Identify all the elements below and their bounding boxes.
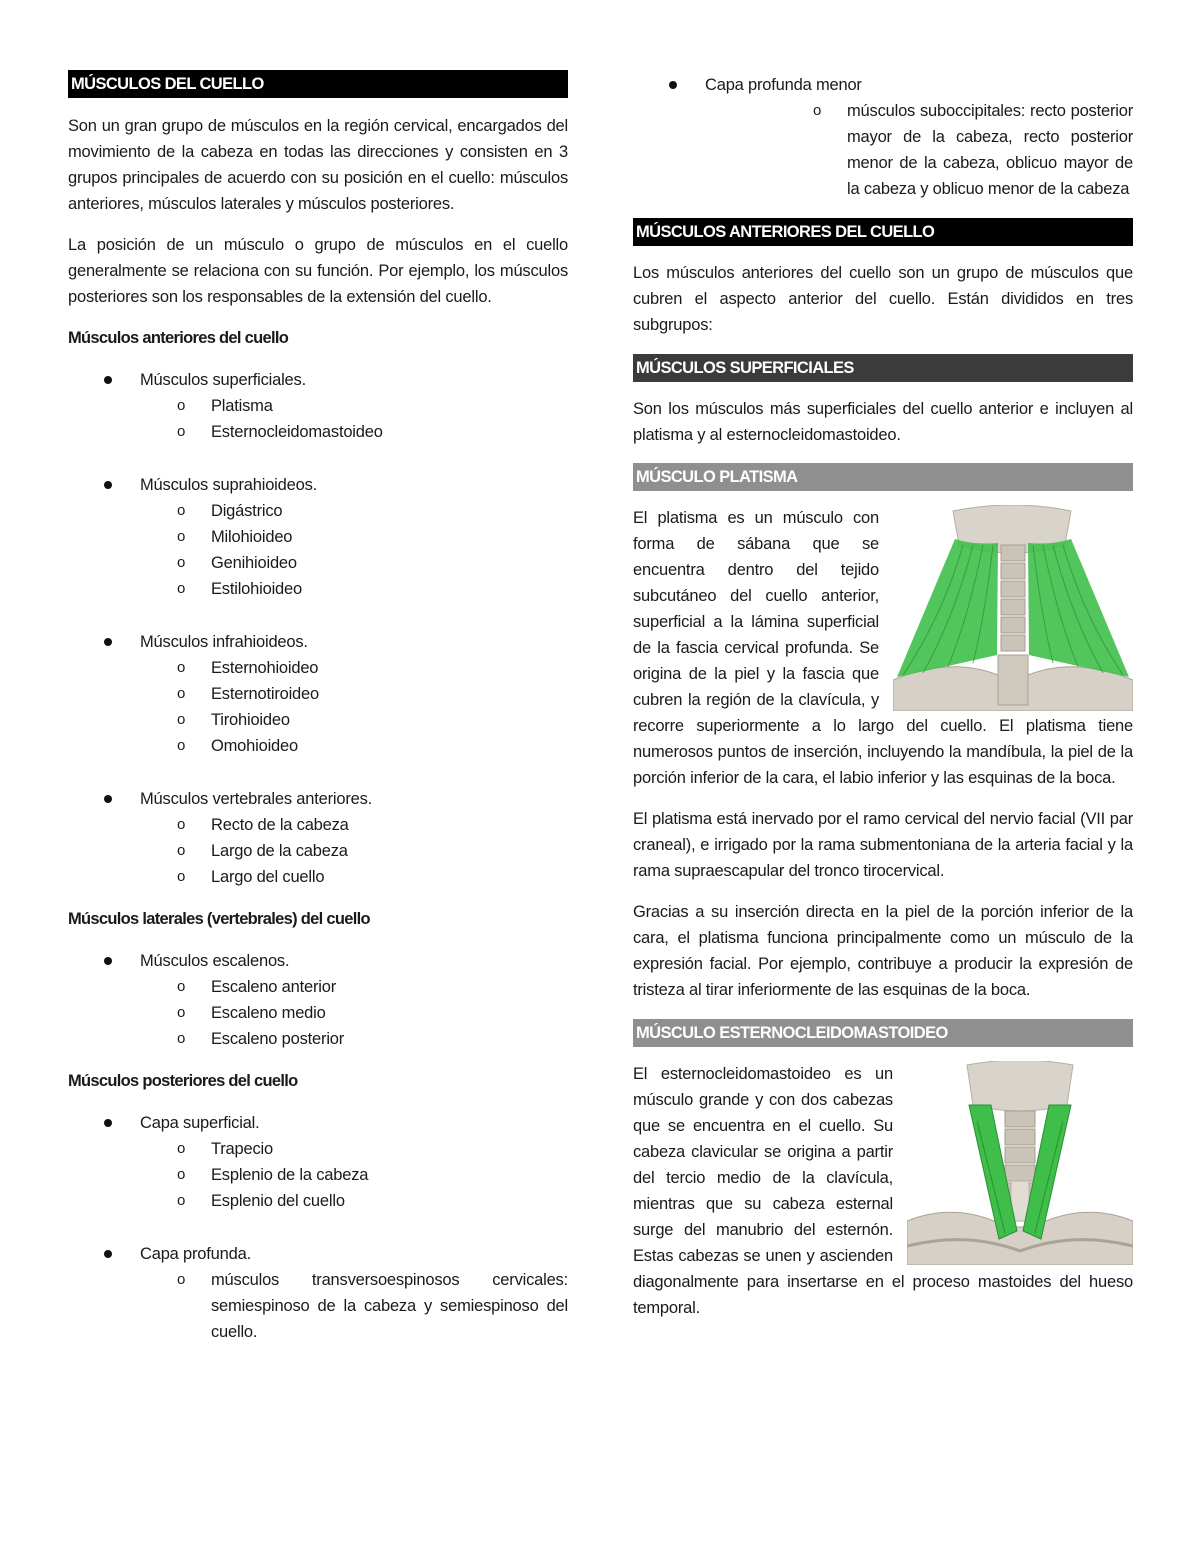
list-item: o Recto de la cabeza	[140, 812, 568, 838]
posterior-groups-list	[68, 1110, 568, 1345]
list-item: o Omohioideo	[140, 733, 568, 759]
list-item: o Platisma	[140, 393, 568, 419]
circle-bullet-icon: o	[813, 102, 822, 119]
list-item: o Esternotiroideo	[140, 681, 568, 707]
list-item: o Escaleno anterior	[140, 974, 568, 1000]
platysma-paragraph-1: El platisma es un músculo con forma de sábana que se encuentra dentro del tejido subcutáneo del cuello anterior, superficial a la lámina superficial de la fascia cervical profunda. Se origina de la piel y la fascia que cubren la región de la clavícula, y recorre superiormente a lo largo del cuello. El platisma tiene numerosos puntos de inserción, incluyendo la mandíbula, la piel de la porción inferior de la cara, el labio inferior y las esquinas de la boca.	[633, 509, 1133, 787]
list-item: o Largo del cuello	[140, 864, 568, 890]
circle-bullet-icon: o	[177, 978, 186, 995]
circle-bullet-icon: o	[177, 502, 186, 519]
list-item: Músculos superficiales. o Platisma o Esternocleidomastoideo	[68, 367, 568, 445]
list-item: o Largo de la cabeza	[140, 838, 568, 864]
bullet-icon	[669, 81, 677, 89]
circle-bullet-icon: o	[177, 1192, 186, 1209]
sublist	[140, 1136, 568, 1214]
left-column	[68, 70, 568, 1345]
circle-bullet-icon: o	[177, 1004, 186, 1021]
sublist	[705, 98, 1133, 202]
sternocleidomastoid-illustration	[907, 1061, 1133, 1265]
ecm-block	[633, 1061, 1133, 1321]
circle-bullet-icon: o	[177, 737, 186, 754]
sublist	[140, 498, 568, 602]
circle-bullet-icon: o	[177, 1166, 186, 1183]
bullet-icon	[104, 481, 112, 489]
section-title-platysma: MÚSCULO PLATISMA	[633, 463, 1133, 491]
circle-bullet-icon: o	[177, 554, 186, 571]
circle-bullet-icon: o	[177, 659, 186, 676]
sublist	[140, 974, 568, 1052]
sublist	[140, 655, 568, 759]
anterior-paragraph: Los músculos anteriores del cuello son un grupo de músculos que cubren el aspecto anterior del cuello. Están divididos en tres subgrupos:	[633, 264, 1133, 334]
list-item: o músculos suboccipitales: recto posterior mayor de la cabeza, recto posterior menor de la cabeza, oblicuo mayor de la cabeza y oblicuo menor de la cabeza	[705, 98, 1133, 202]
list-item: o Escaleno medio	[140, 1000, 568, 1026]
circle-bullet-icon: o	[177, 423, 186, 440]
list-item: Músculos infrahioideos. o Esternohioideo o Esternotiroideo o Tirohioideo o Omohioideo	[68, 629, 568, 759]
circle-bullet-icon: o	[177, 868, 186, 885]
anterior-groups-list	[68, 367, 568, 890]
list-item: o Esternohioideo	[140, 655, 568, 681]
platysma-block	[633, 505, 1133, 791]
circle-bullet-icon: o	[177, 1271, 186, 1288]
intro-paragraph: Son un gran grupo de músculos en la región cervical, encargados del movimiento de la cabeza en todas las direcciones y consisten en 3 grupos principales de acuerdo con su posición en el cuello: músculos anteriores, músculos laterales y músculos posteriores.	[68, 117, 568, 213]
list-item: o Digástrico	[140, 498, 568, 524]
section-title-superficial: MÚSCULOS SUPERFICIALES	[633, 354, 1133, 382]
list-item: o Estilohioideo	[140, 576, 568, 602]
anterior-muscles-heading: Músculos anteriores del cuello	[68, 329, 289, 347]
platysma-paragraph-2: El platisma está inervado por el ramo cervical del nervio facial (VII par craneal), e irrigado por la rama submentoniana de la arteria facial y la rama supraescapular del tronco tirocervical.	[633, 810, 1133, 880]
circle-bullet-icon: o	[177, 1140, 186, 1157]
bullet-icon	[104, 1119, 112, 1127]
list-item: o Esplenio del cuello	[140, 1188, 568, 1214]
list-item: Músculos escalenos. o Escaleno anterior o Escaleno medio o Escaleno posterior	[68, 948, 568, 1052]
sublist	[140, 393, 568, 445]
circle-bullet-icon: o	[177, 711, 186, 728]
bullet-icon	[104, 957, 112, 965]
list-item: o Trapecio	[140, 1136, 568, 1162]
lateral-muscles-heading: Músculos laterales (vertebrales) del cuello	[68, 910, 370, 928]
list-item: Capa superficial. o Trapecio o Esplenio de la cabeza o Esplenio del cuello	[68, 1110, 568, 1214]
section-title-sternocleidomastoid: MÚSCULO ESTERNOCLEIDOMASTOIDEO	[633, 1019, 1133, 1047]
list-item: Capa profunda menor o músculos suboccipitales: recto posterior mayor de la cabeza, recto posterior menor de la cabeza, oblicuo mayor de la cabeza y oblicuo menor de la cabeza	[633, 72, 1133, 202]
section-title-neck-muscles: MÚSCULOS DEL CUELLO	[68, 70, 568, 98]
sublist	[140, 812, 568, 890]
posterior-muscles-heading: Músculos posteriores del cuello	[68, 1072, 298, 1090]
list-item: Músculos vertebrales anteriores. o Recto de la cabeza o Largo de la cabeza o Largo del cuello	[68, 786, 568, 890]
bullet-icon	[104, 638, 112, 646]
list-item: Capa profunda. o músculos transversoespinosos cervicales: semiespinoso de la cabeza y semiespinoso del cuello.	[68, 1241, 568, 1345]
circle-bullet-icon: o	[177, 816, 186, 833]
deep-minor-list	[633, 72, 1133, 202]
list-item: o Milohioideo	[140, 524, 568, 550]
ecm-paragraph: El esternocleidomastoideo es un músculo grande y con dos cabezas que se encuentra en el cuello. Su cabeza clavicular se origina a partir del tercio medio de la clavícula, mientras que su cabeza esternal surge del manubrio del esternón. Estas cabezas se unen y ascienden diagonalmente para insertarse en el proceso mastoides del hueso temporal.	[633, 1065, 1133, 1317]
circle-bullet-icon: o	[177, 397, 186, 414]
circle-bullet-icon: o	[177, 1030, 186, 1047]
platysma-paragraph-3: Gracias a su inserción directa en la piel de la porción inferior de la cara, el platisma funciona principalmente como un músculo de la expresión facial. Por ejemplo, contribuye a producir la expresión de tristeza al tirar inferiormente de las esquinas de la boca.	[633, 903, 1133, 999]
circle-bullet-icon: o	[177, 528, 186, 545]
list-item: o músculos transversoespinosos cervicales: semiespinoso de la cabeza y semiespinoso del cuello.	[140, 1267, 568, 1345]
list-item: Músculos suprahioideos. o Digástrico o Milohioideo o Genihioideo o Estilohioideo	[68, 472, 568, 602]
lateral-groups-list	[68, 948, 568, 1052]
circle-bullet-icon: o	[177, 842, 186, 859]
bullet-icon	[104, 1250, 112, 1258]
position-paragraph: La posición de un músculo o grupo de músculos en el cuello generalmente se relaciona con su función. Por ejemplo, los músculos posteriores son los responsables de la extensión del cuello.	[68, 236, 568, 306]
platysma-illustration	[893, 505, 1133, 711]
bullet-icon	[104, 795, 112, 803]
list-item: o Esplenio de la cabeza	[140, 1162, 568, 1188]
section-title-anterior-neck: MÚSCULOS ANTERIORES DEL CUELLO	[633, 218, 1133, 246]
bullet-icon	[104, 376, 112, 384]
sublist	[140, 1267, 568, 1345]
list-item: o Tirohioideo	[140, 707, 568, 733]
superficial-paragraph: Son los músculos más superficiales del cuello anterior e incluyen al platisma y al esternocleidomastoideo.	[633, 400, 1133, 444]
circle-bullet-icon: o	[177, 580, 186, 597]
list-item: o Esternocleidomastoideo	[140, 419, 568, 445]
list-item: o Genihioideo	[140, 550, 568, 576]
right-column	[633, 72, 1133, 1321]
circle-bullet-icon: o	[177, 685, 186, 702]
list-item: o Escaleno posterior	[140, 1026, 568, 1052]
